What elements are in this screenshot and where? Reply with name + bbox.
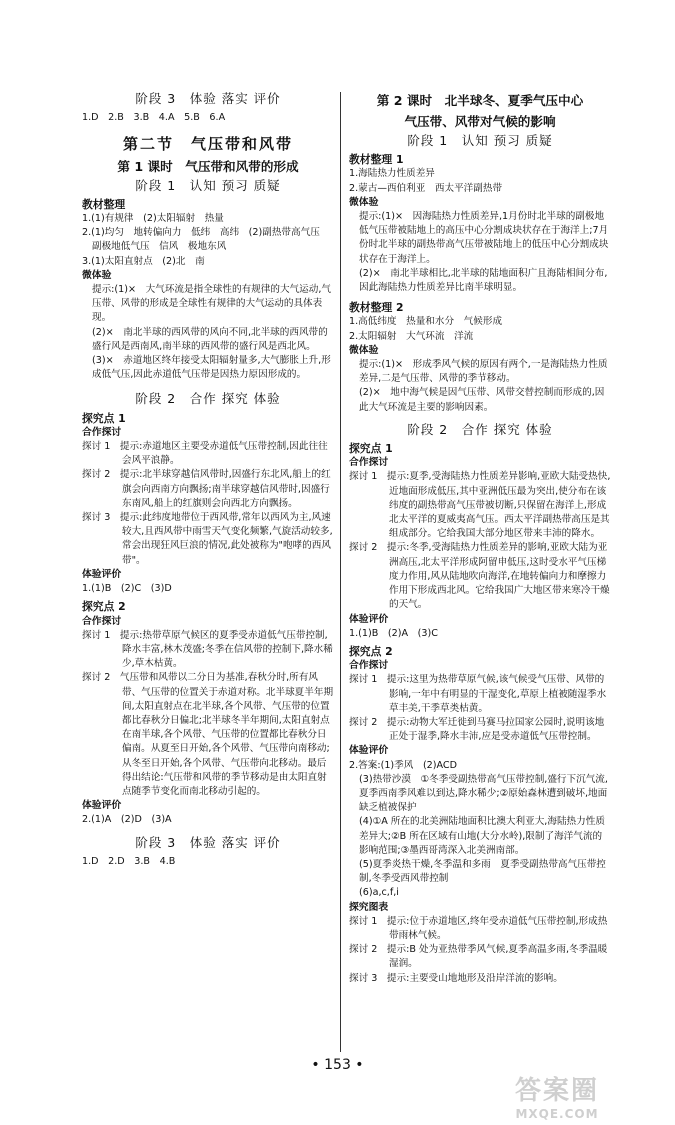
- right-evaluation-answers-1: 1.(1)B (2)A (3)C: [349, 627, 438, 639]
- summary2-item-1: 1.高低纬度 热量和水分 气候形成: [349, 316, 503, 328]
- summary1-item-1: 1.海陆热力性质差异: [349, 168, 435, 180]
- chart-discussion-1: 探讨 1 提示:位于赤道地区,终年受赤道低气压带控制,形成热带雨林气候。: [349, 915, 608, 941]
- summary1-item-2: 2.蒙古—西伯利亚 西太平洋副热带: [349, 182, 503, 194]
- right-stage2-heading: 阶段 2 合作 探究 体验: [407, 421, 553, 437]
- stage2-heading: 阶段 2 合作 探究 体验: [135, 391, 281, 407]
- cooperative-discussion-heading-2: 合作探讨: [82, 615, 122, 627]
- stage1-heading: 阶段 1 认知 预习 质疑: [135, 177, 281, 193]
- right-mini-experience-3: 提示:(1)× 形成季风气候的原因有两个,一是海陆热力性质差异,二是气压带、风带的季节移动。: [359, 359, 608, 385]
- summary-item-2: 2.(1)均匀 地转偏向力 低纬 高纬 (2)副热带高气压 副极地低气压 信风 极地东风: [82, 227, 330, 253]
- right-mini-experience-heading-2: 微体验: [349, 344, 379, 356]
- summary-item-3: 3.(1)太阳直射点 (2)北 南: [82, 255, 205, 267]
- discussion-1-3: 探讨 3 提示:此纬度地带位于西风带,常年以西风为主,风速较大,且西风带中雨雪天气变化频繁,气旋活动较多,常会出现狂风巨浪的情况,此处被称为"咆哮的西风带"。: [82, 512, 333, 566]
- mini-experience-1: 提示:(1)× 大气环流是指全球性的有规律的大气运动,气压带、风带的形成是全球性有规律的大气运动的具体表现。: [92, 284, 331, 324]
- mini-experience-2: (2)× 南北半球的西风带的风向不同,北半球的西风带的盛行风是西南风,南半球的西风带的盛行风是西北风。: [92, 326, 328, 352]
- answer-2-line-3: (3)热带沙漠 ①冬季受副热带高气压带控制,盛行下沉气流,夏季西南季风难以到达,降水稀少;②原始森林遭到破坏,地面缺乏植被保护: [359, 773, 608, 814]
- explore-charts-heading: 探究图表: [349, 901, 389, 913]
- lesson2-title-line2: 气压带、风带对气候的影响: [404, 114, 556, 129]
- evaluation-answers-1: 1.(1)B (2)C (3)D: [82, 583, 172, 595]
- answers-bottom: 1.D 2.D 3.B 4.B: [82, 855, 176, 867]
- lesson2-title-line1: 第 2 课时 北半球冬、夏季气压中心: [376, 93, 584, 108]
- right-discussion-1-1: 探讨 1 提示:夏季,受海陆热力性质差异影响,亚欧大陆受热快,近地面形成低压,其中亚洲低压最为突出,使分布在该纬度的副热带高气压带被切断,只保留在海洋上,形成北太平洋的夏威夷高气压。西太平洋副热带高压是其组成部分。它给我国大部分地区带来丰沛的降水。: [349, 471, 611, 540]
- right-discussion-2-2: 探讨 2 提示:动物大军迁徙到马赛马拉国家公园时,说明该地正处于湿季,降水丰沛,应是受赤道低气压带控制。: [349, 716, 605, 743]
- chart-discussion-3: 探讨 3 提示:主要受山地地形及沿岸洋流的影响。: [349, 972, 563, 984]
- discussion-1-2: 探讨 2 提示:北半球穿越信风带时,因盛行东北风,船上的红旗会向西南方向飘扬;南半球穿越信风带时,因盛行东南风,船上的红旗则会向西北方向飘扬。: [82, 469, 331, 509]
- watermark-line2: MXQE.COM: [515, 1107, 599, 1121]
- right-explore-point-1-heading: 探究点 1: [349, 442, 393, 456]
- right-discussion-1-2: 探讨 2 提示:冬季,受海陆热力性质差异的影响,亚欧大陆为亚洲高压,北太平洋形成阿留申低压,这时受水平气压梯度力作用,风从陆地吹向海洋,在地转偏向力和摩擦力作用下形成西北风。它给我国广大地区带来寒冷干燥的天气。: [349, 542, 610, 611]
- textbook-summary-heading: 教材整理: [82, 197, 126, 211]
- right-experience-evaluation-heading-2: 体验评价: [349, 745, 389, 757]
- discussion-2-2: 探讨 2 气压带和风带以二分日为基准,春秋分时,所有风带、气压带的位置关于赤道对称。北半球夏半年期间,太阳直射点在北半球,各个风带、气压带的位置都比春秋分日偏北;北半球冬半年期间,太阳直射点在南半球,各个风带、气压带的位置都比春秋分日偏南。从夏至日开始,各个风带、气压带向南移动;从冬至日开始,各个风带、气压带向北移动。最后得出结论:气压带和风带的季节移动是由太阳直射点随季节变化而南北移动引起的。: [82, 672, 334, 797]
- right-cooperative-discussion-heading: 合作探讨: [349, 457, 389, 469]
- right-stage1-heading: 阶段 1 认知 预习 质疑: [407, 133, 553, 148]
- watermark-line1: 答案圈: [514, 1076, 599, 1106]
- left-column: [82, 88, 334, 869]
- explore-point-2-heading: 探究点 2: [82, 600, 126, 614]
- answer-2-head: 2.答案:(1)季风 (2)ACD: [349, 759, 458, 771]
- right-explore-point-2-heading: 探究点 2: [349, 644, 393, 658]
- summary-item-1: 1.(1)有规律 (2)太阳辐射 热量: [82, 213, 224, 225]
- evaluation-answers-2: 2.(1)A (2)D (3)A: [82, 814, 172, 826]
- discussion-2-1: 探讨 1 提示:热带草原气候区的夏季受赤道低气压带控制,降水丰富,林木茂盛;冬季在信风带的控制下,降水稀少,草木枯黄。: [82, 629, 333, 670]
- discussion-1-1: 探讨 1 提示:赤道地区主要受赤道低气压带控制,因此往往会风平浪静。: [82, 441, 328, 467]
- textbook-summary-1-heading: 教材整理 1: [349, 153, 404, 167]
- stage3-heading-top: 阶段 3 体验 落实 评价: [135, 91, 281, 106]
- textbook-summary-2-heading: 教材整理 2: [349, 301, 404, 315]
- answer-2-line-4: (4)①A 所在的北美洲陆地面积比澳大利亚大,海陆热力性质差异大;②B 所在区域有山地(大分水岭),限制了海洋气流的影响范围;③墨西哥湾深入北美洲南部。: [359, 816, 605, 856]
- lesson1-title: 第 1 课时 气压带和风带的形成: [117, 158, 299, 174]
- right-discussion-2-1: 探讨 1 提示:这里为热带草原气候,该气候受气压带、风带的影响,一年中有明显的干湿变化,草原上植被随湿季水草丰美,干季草类枯黄。: [349, 674, 607, 714]
- right-mini-experience-4: (2)× 地中海气候是因气压带、风带交替控制而形成的,因此大气环流是主要的影响因素。: [359, 387, 605, 413]
- cooperative-discussion-heading: 合作探讨: [82, 426, 122, 438]
- summary2-item-2: 2.太阳辐射 大气环流 洋流: [349, 330, 474, 342]
- answer-2-line-6: (6)a,c,f,i: [359, 887, 399, 899]
- explore-point-1-heading: 探究点 1: [82, 411, 126, 425]
- right-experience-evaluation-heading: 体验评价: [349, 613, 389, 625]
- right-mini-experience-heading: 微体验: [349, 196, 379, 208]
- right-column: [349, 88, 611, 986]
- page-number: • 153 •: [311, 1057, 364, 1073]
- right-mini-experience-1: 提示:(1)× 因海陆热力性质差异,1月份时北半球的副极地低气压带被陆地上的高压中心分割成块状存在于海洋上;7月份时北半球的副热带高气压带被陆地上的低压中心分割成块状存在于海洋上。: [359, 211, 609, 265]
- watermark-logo: [497, 1070, 617, 1121]
- right-cooperative-discussion-heading-2: 合作探讨: [349, 660, 389, 672]
- section-title: 第二节 气压带和风带: [122, 135, 293, 154]
- mini-experience-3: (3)× 赤道地区终年接受太阳辐射量多,大气膨胀上升,形成低气压,因此赤道低气压带是因热力原因形成的。: [92, 355, 331, 381]
- right-mini-experience-2: (2)× 南北半球相比,北半球的陆地面积广且海陆相间分布,因此海陆热力性质差异比南半球明显。: [359, 267, 608, 294]
- chart-discussion-2: 探讨 2 提示:B 处为亚热带季风气候,夏季高温多雨,冬季温暖湿润。: [349, 944, 608, 970]
- experience-evaluation-heading: 体验评价: [82, 568, 122, 580]
- mini-experience-heading: 微体验: [82, 269, 112, 281]
- answers-top: 1.D 2.B 3.B 4.A 5.B 6.A: [82, 112, 226, 124]
- stage3-heading-bottom: 阶段 3 体验 落实 评价: [135, 834, 281, 850]
- experience-evaluation-heading-2: 体验评价: [82, 800, 122, 812]
- column-divider: [340, 92, 341, 1052]
- answer-2-line-5: (5)夏季炎热干燥,冬季温和多雨 夏季受副热带高气压带控制,冬季受西风带控制: [359, 858, 606, 885]
